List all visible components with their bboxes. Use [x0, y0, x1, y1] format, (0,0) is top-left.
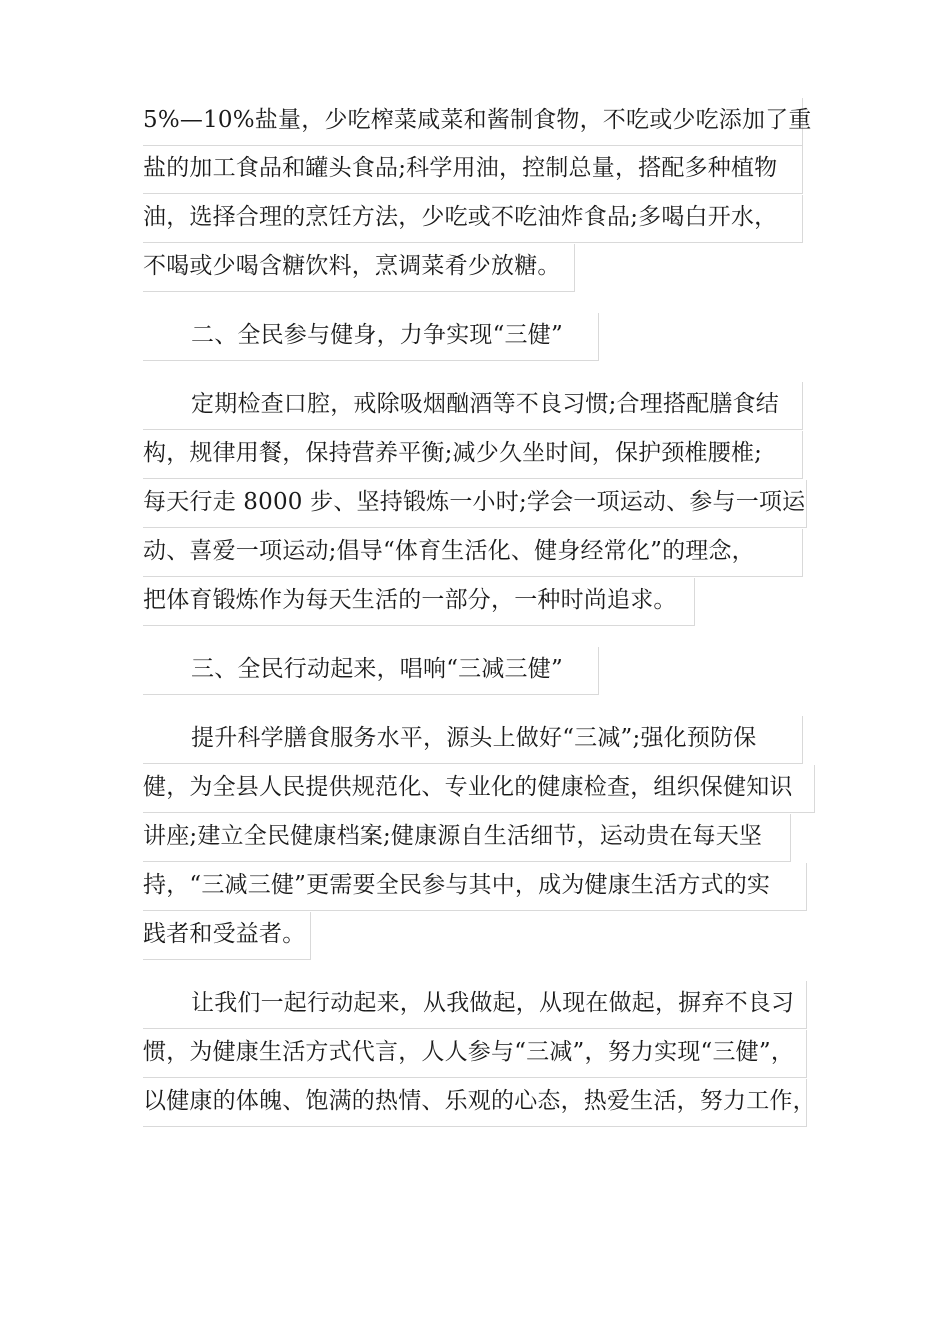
text-line: 油，选择合理的烹饪方法，少吃或不吃油炸食品;多喝白开水， — [143, 195, 803, 243]
text-line: 每天行走 8000 步、坚持锻炼一小时;学会一项运动、参与一项运 — [143, 480, 807, 528]
text-line: 不喝或少喝含糖饮料，烹调菜肴少放糖。 — [143, 244, 575, 292]
section-heading: 三、全民行动起来，唱响“三减三健” — [143, 647, 599, 695]
text-line: 健，为全县人民提供规范化、专业化的健康检查，组织保健知识 — [143, 765, 815, 813]
section-heading: 二、全民参与健身，力争实现“三健” — [143, 313, 599, 361]
paragraph-first-line: 提升科学膳食服务水平，源头上做好“三减”;强化预防保 — [143, 716, 803, 764]
text-line: 践者和受益者。 — [143, 912, 311, 960]
text-line: 盐的加工食品和罐头食品;科学用油，控制总量，搭配多种植物 — [143, 146, 803, 194]
paragraph-first-line: 让我们一起行动起来，从我做起，从现在做起，摒弃不良习 — [143, 981, 807, 1029]
text-line: 惯，为健康生活方式代言，人人参与“三减”，努力实现“三健”， — [143, 1030, 807, 1078]
text-line: 把体育锻炼作为每天生活的一部分，一种时尚追求。 — [143, 578, 695, 626]
text-line: 构，规律用餐，保持营养平衡;减少久坐时间，保护颈椎腰椎; — [143, 431, 803, 479]
text-line: 持，“三减三健”更需要全民参与其中，成为健康生活方式的实 — [143, 863, 807, 911]
text-line: 讲座;建立全民健康档案;健康源自生活细节，运动贵在每天坚 — [143, 814, 791, 862]
text-line: 5%—10%盐量，少吃榨菜咸菜和酱制食物，不吃或少吃添加了重 — [143, 98, 803, 146]
text-line: 以健康的体魄、饱满的热情、乐观的心态，热爱生活，努力工作， — [143, 1079, 807, 1127]
text-line: 动、喜爱一项运动;倡导“体育生活化、健身经常化”的理念， — [143, 529, 803, 577]
paragraph-first-line: 定期检查口腔，戒除吸烟酗酒等不良习惯;合理搭配膳食结 — [143, 382, 803, 430]
